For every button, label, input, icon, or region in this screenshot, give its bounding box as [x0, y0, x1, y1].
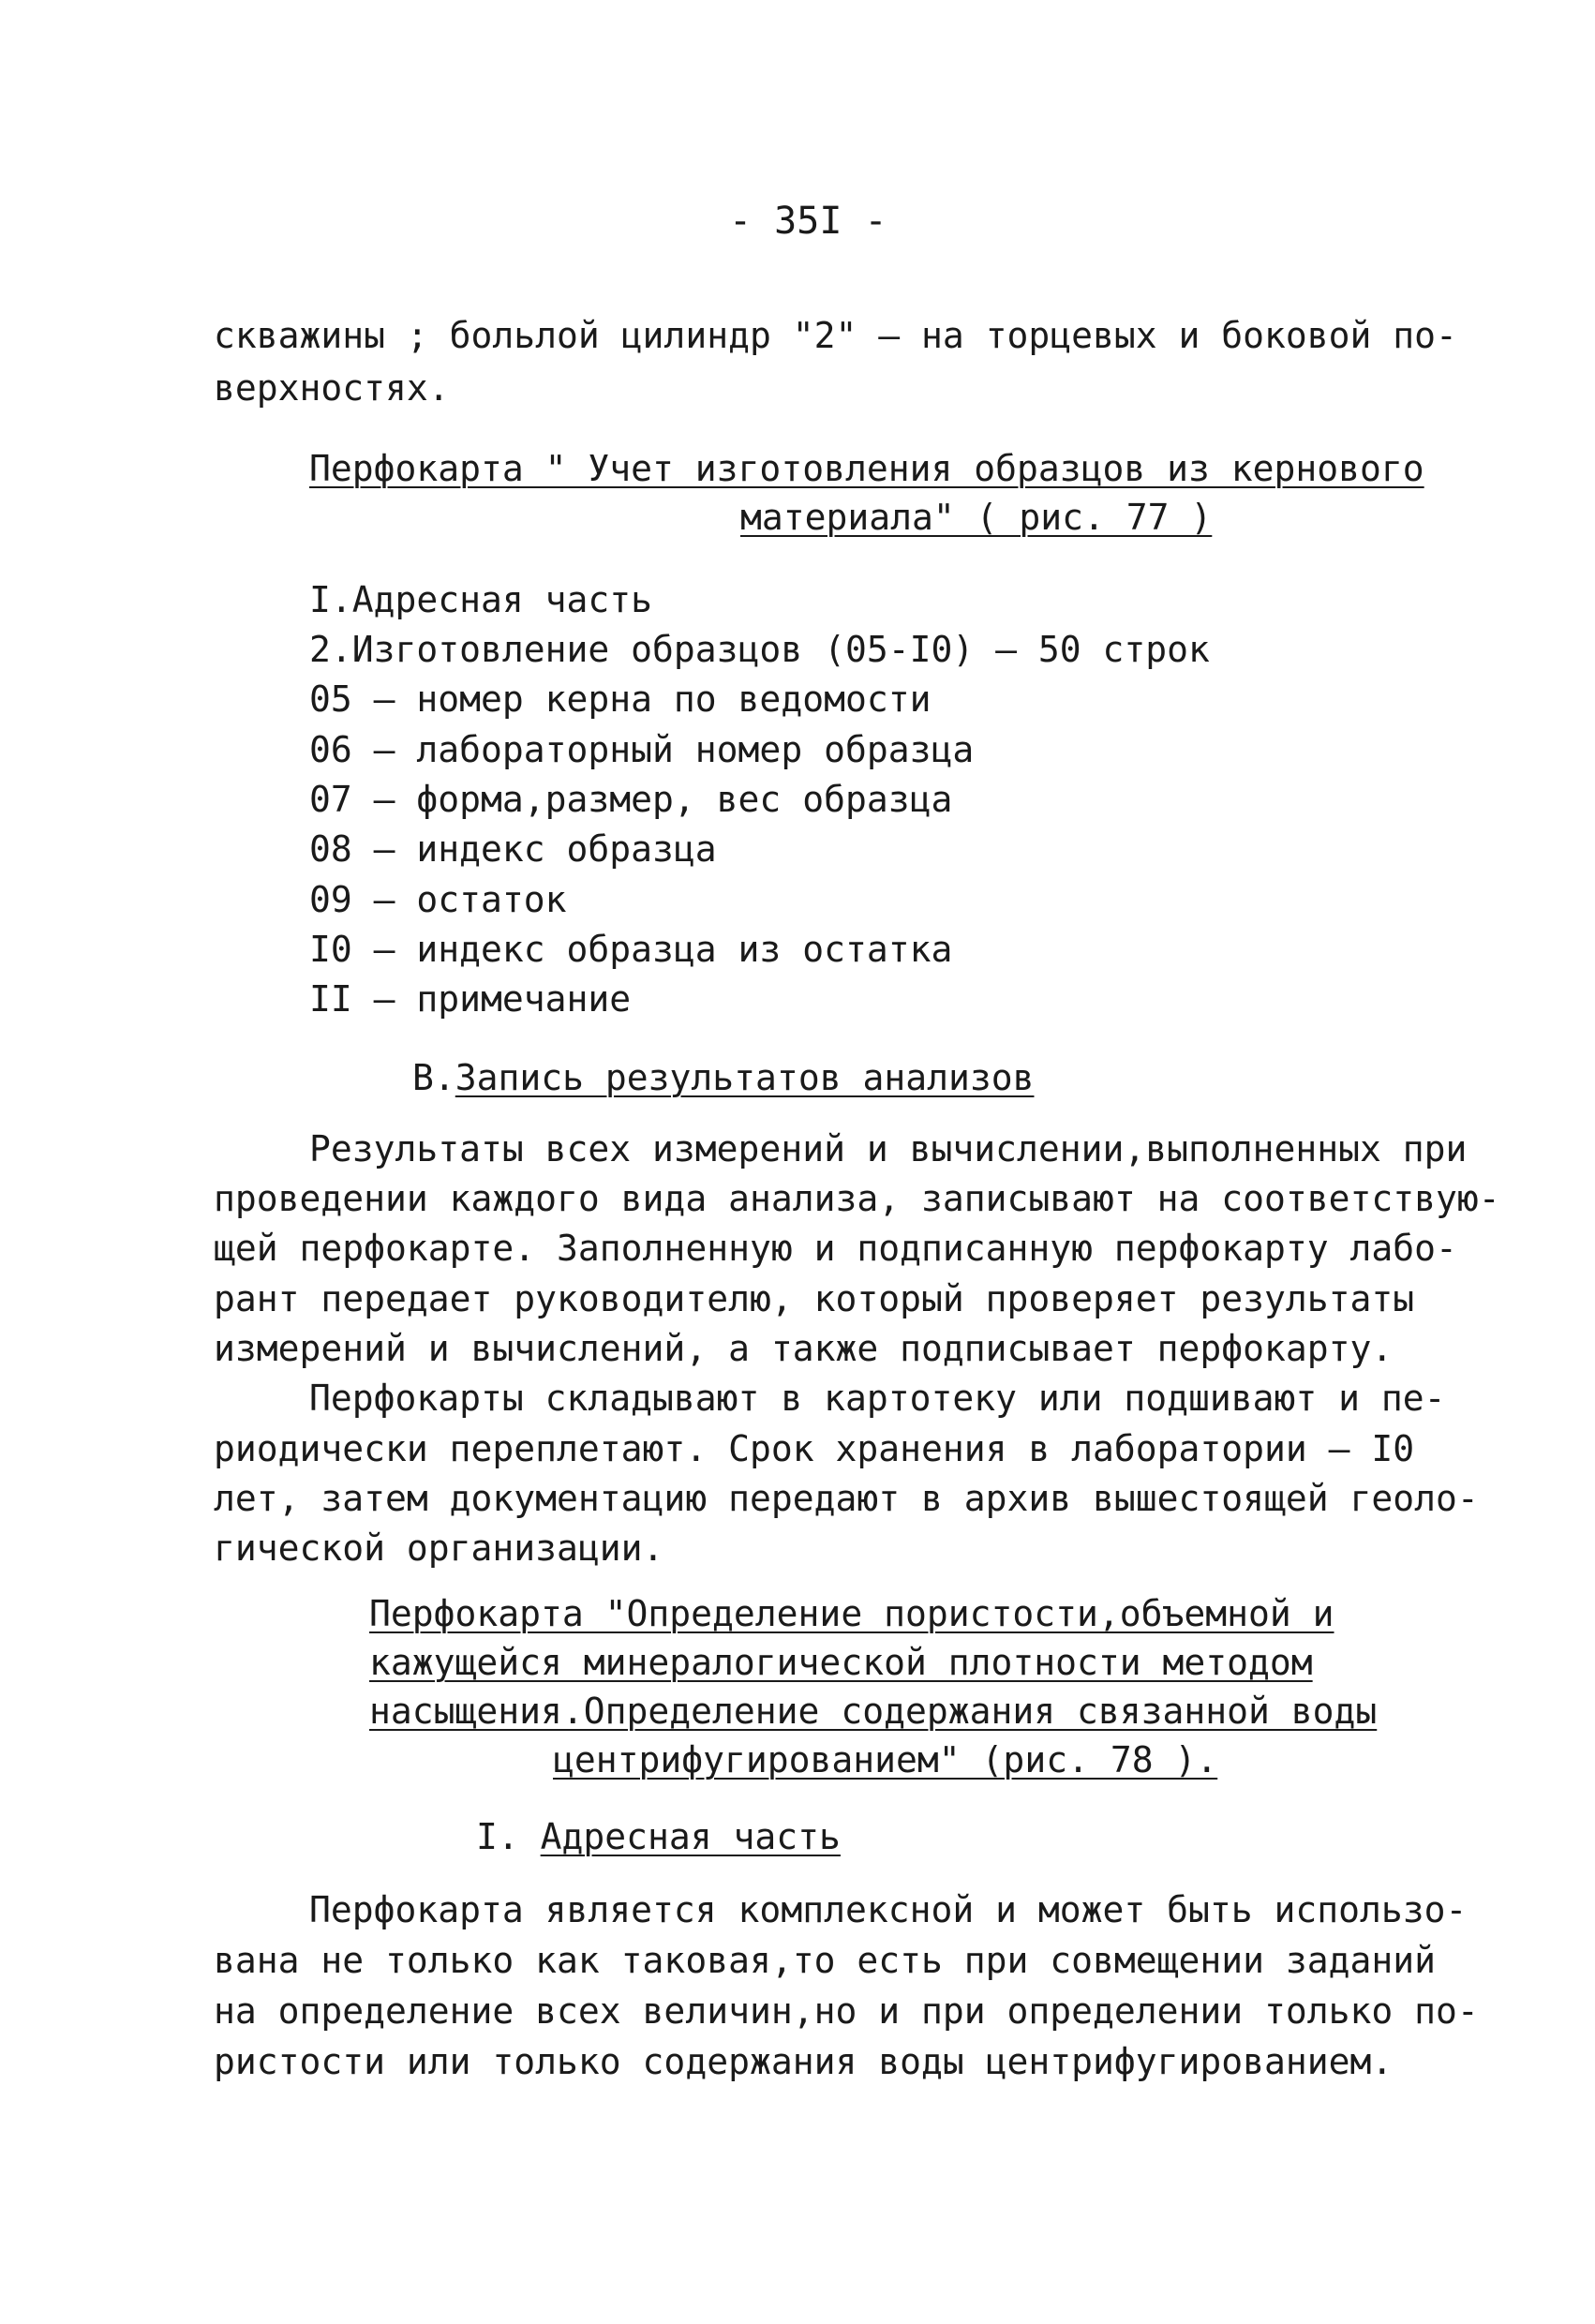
paragraph-line: риодически переплетают. Срок хранения в лаборатории – I0 — [214, 1428, 1415, 1469]
card1-title-line-1: Перфокарта " Учет изготовления образцов из кернового — [309, 448, 1424, 489]
section-1-title: Адресная часть — [540, 1816, 841, 1857]
paragraph-line: Перфокарты складывают в картотеку или подшивают и пе- — [309, 1378, 1446, 1419]
list-item: 08 – индекс образца — [309, 828, 717, 870]
list-item: II – примечание — [309, 978, 632, 1020]
paragraph-line: щей перфокарте. Заполненную и подписанную перфокарту лабо- — [214, 1228, 1457, 1269]
list-item: 09 – остаток — [309, 879, 567, 920]
paragraph-line: проведении каждого вида анализа, записывают на соответствую- — [214, 1178, 1500, 1219]
list-item: I.Адресная часть — [309, 579, 653, 620]
list-item: I0 – индекс образца из остатка — [309, 929, 953, 970]
section-b-prefix: В. — [412, 1057, 455, 1098]
card2-title-line: Перфокарта "Определение пористости,объемной и — [369, 1593, 1334, 1634]
paragraph-line: рант передает руководителю, который проверяет результаты — [214, 1278, 1415, 1319]
paragraph-line: вана не только как таковая,то есть при совмещении заданий — [214, 1940, 1437, 1981]
card2-title-line: кажущейся минералогической плотности методом — [369, 1642, 1313, 1683]
paragraph-line: на определение всех величин,но и при определении только по- — [214, 1990, 1479, 2032]
list-item: 2.Изготовление образцов (05-I0) – 50 строк — [309, 629, 1210, 670]
paragraph-line: Результаты всех измерений и вычислении,выполненных при — [309, 1128, 1468, 1169]
card1-title-line-2: материала" ( рис. 77 ) — [740, 497, 1213, 538]
paragraph-line: ристости или только содержания воды центрифугированием. — [214, 2041, 1394, 2082]
section-b-heading — [412, 1053, 1034, 1102]
paragraph-line: лет, затем документацию передают в архив вышестоящей геоло- — [214, 1478, 1479, 1519]
card2-title-line: центрифугированием" (рис. 78 ). — [553, 1739, 1218, 1780]
card2-title-line: насыщения.Определение содержания связанной воды — [369, 1691, 1378, 1732]
section-1-heading — [476, 1812, 841, 1861]
paragraph-line: Перфокарта является комплексной и может быть использо- — [309, 1889, 1468, 1930]
list-item: 07 – форма,размер, вес образца — [309, 779, 953, 820]
intro-line-2: верхностях. — [214, 367, 450, 409]
page-number: - 35I - — [729, 200, 887, 243]
section-b-title: Запись результатов анализов — [455, 1057, 1035, 1098]
intro-line-1: скважины ; больлой цилиндр "2" – на торцевых и боковой по- — [214, 315, 1457, 356]
list-item: 06 – лабораторный номер образца — [309, 729, 975, 770]
paragraph-line: измерений и вычислений, а также подписывает перфокарту. — [214, 1328, 1394, 1369]
section-1-prefix: I. — [476, 1816, 541, 1857]
paragraph-line: гической организации. — [214, 1527, 664, 1569]
list-item: 05 – номер керна по ведомости — [309, 678, 932, 720]
